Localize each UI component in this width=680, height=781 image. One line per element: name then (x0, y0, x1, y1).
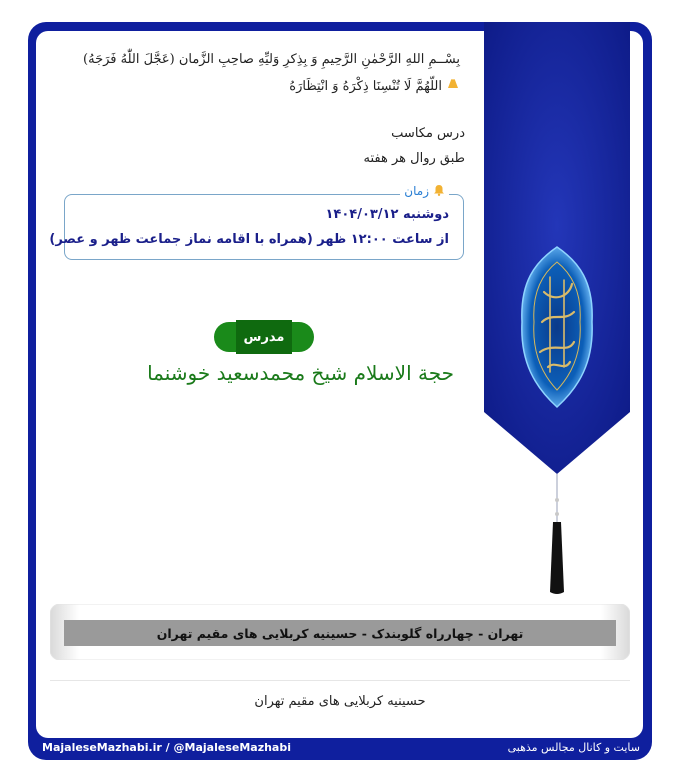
time-legend-text: زمان (404, 184, 429, 198)
prayer-text: اللّهُمَّ لَا تُنْسِنَا ذِكْرَهُ وَ انْتِظَارَهُ (289, 79, 442, 94)
footer-links[interactable]: MajaleseMazhabi.ir / @MajaleseMazhabi (42, 741, 291, 754)
address-text: تهران - چهارراه گلوبندک - حسینیه کربلایی های مقیم تهران (156, 625, 524, 641)
teacher-name: حجة الاسلام شیخ محمدسعید خوشنما (147, 361, 454, 385)
divider (50, 680, 630, 681)
teacher-badge: مدرس (243, 329, 285, 345)
time-box (49, 184, 464, 260)
date-line: دوشنبه ۱۴۰۴/۰۳/۱۲ (325, 207, 449, 222)
course-schedule: طبق روال هر هفته (363, 151, 465, 166)
organizer-name: حسینیه کربلایی های مقیم تهران (254, 694, 426, 709)
hour-line: از ساعت ۱۲:۰۰ ظهر (همراه با اقامه نماز جماعت ظهر و عصر) (49, 232, 449, 247)
time-legend (400, 184, 449, 198)
footer-caption: سایت و کانال مجالس مذهبی (507, 741, 640, 754)
bell-icon (433, 184, 445, 196)
course-title: درس مکاسب (391, 126, 465, 141)
prayer-line (289, 76, 460, 94)
bismillah-line: بِسْــمِ اللهِ الرَّحْمٰنِ الرَّحِیمِ وَ بِذِکرِ وَلیِّهِ صاحِبِ الزَّمان (عَجَّلَ اللّٰهُ فَرَجَهُ) (83, 52, 460, 67)
praying-hands-icon (446, 76, 460, 94)
hanging-banner (484, 22, 632, 602)
